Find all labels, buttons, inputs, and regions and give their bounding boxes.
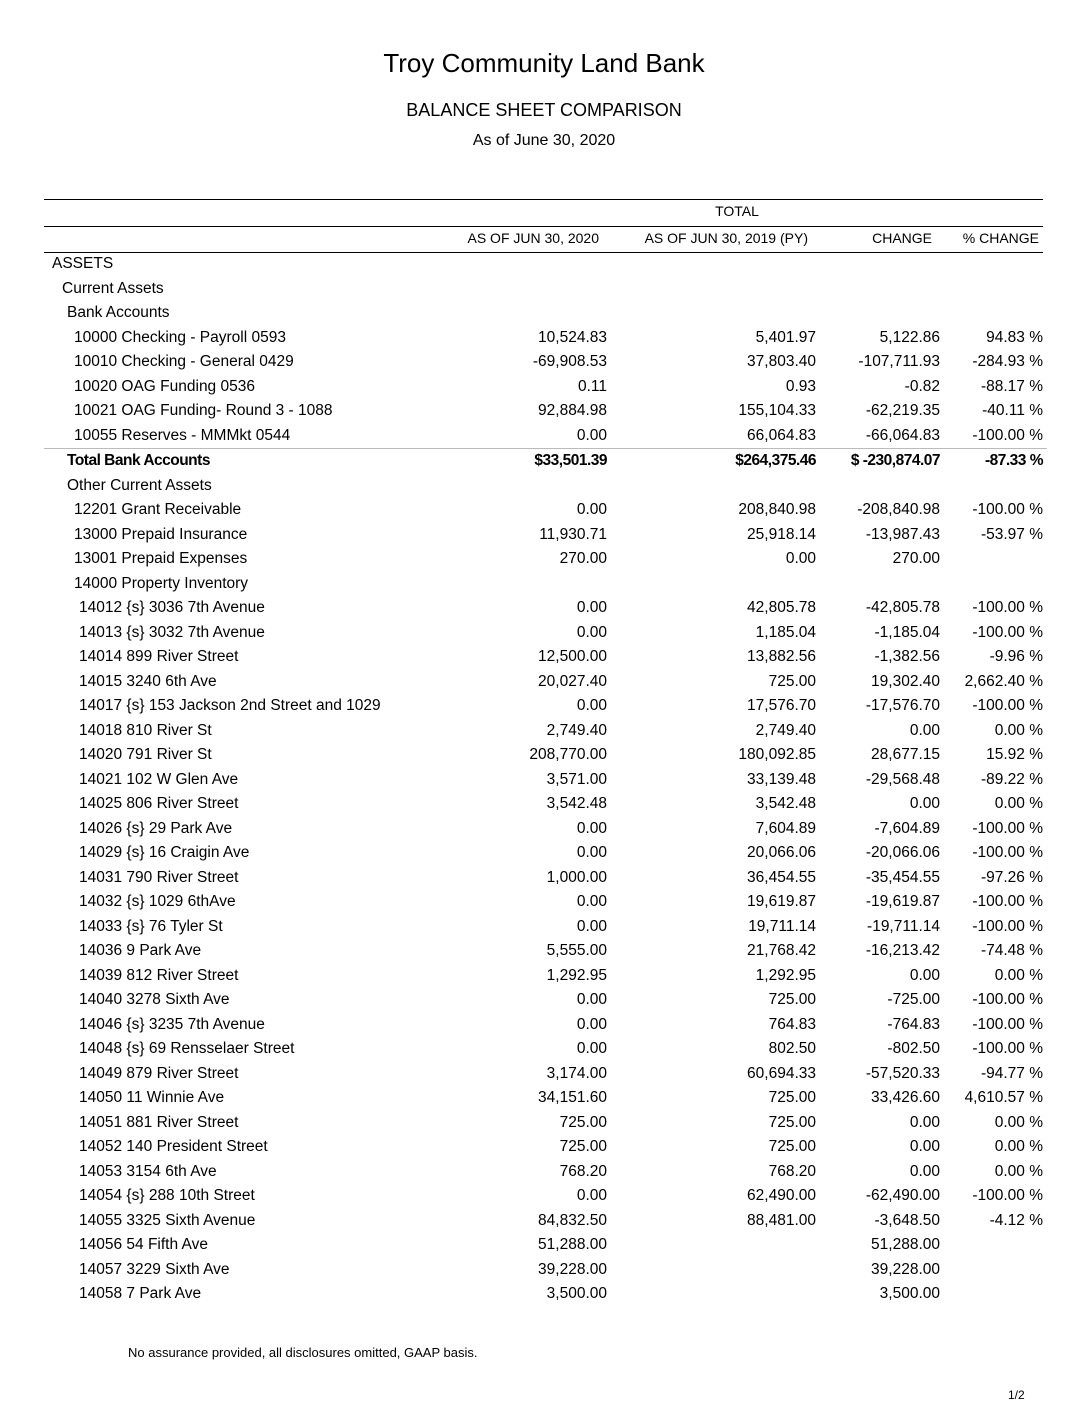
table-row: [44, 1258, 1047, 1283]
table-row: [44, 792, 1047, 817]
cell-current: [442, 252, 607, 277]
cell-change: 0.00: [909, 721, 940, 739]
cell-prior-year: 725.00: [768, 1089, 816, 1107]
cell-pct-change: -100.00 %: [972, 819, 1043, 837]
cell-change: 0.00: [909, 1162, 940, 1180]
cell-change: 5,122.86: [879, 328, 940, 346]
table-row: [44, 572, 1047, 597]
cell-current: 39,228.00: [538, 1260, 607, 1278]
cell-prior-year: 180,092.85: [738, 746, 816, 764]
cell-change: [816, 572, 940, 597]
cell-prior-year: 21,768.42: [747, 942, 816, 960]
cell-current: 0.00: [576, 819, 607, 837]
cell-change: -7,604.89: [874, 819, 940, 837]
cell-current: 20,027.40: [538, 672, 607, 690]
account-label: 14054 {s} 288 10th Street: [79, 1187, 255, 1205]
table-row: [44, 964, 1047, 989]
table-row: [44, 670, 1047, 695]
table-row: [44, 841, 1047, 866]
cell-change: -17,576.70: [865, 697, 940, 715]
cell-change: 39,228.00: [871, 1260, 940, 1278]
cell-pct-change: -100.00 %: [972, 623, 1043, 641]
header-mid-rule: [44, 226, 1043, 227]
cell-change: -725.00: [887, 991, 940, 1009]
cell-change: -57,520.33: [865, 1064, 940, 1082]
account-label: 14021 102 W Glen Ave: [79, 770, 239, 788]
cell-prior-year: 19,711.14: [748, 917, 816, 935]
footer-note: No assurance provided, all disclosures omitted, GAAP basis.: [128, 1345, 478, 1360]
cell-change: -1,185.04: [874, 623, 940, 641]
cell-change: 28,677.15: [871, 746, 940, 764]
account-label: Current Assets: [62, 279, 164, 297]
cell-current: 0.11: [577, 377, 607, 395]
table-row: [44, 988, 1047, 1013]
cell-change: -35,454.55: [865, 868, 940, 886]
table-row: [44, 424, 1047, 449]
cell-pct-change: 0.00 %: [994, 795, 1043, 813]
cell-pct-change: [940, 301, 1047, 326]
account-label: 14029 {s} 16 Craigin Ave: [79, 844, 250, 862]
cell-current: 1,292.95: [546, 966, 607, 984]
cell-prior-year: 764.83: [768, 1015, 816, 1033]
cell-change: -62,219.35: [865, 402, 940, 420]
cell-prior-year: 60,694.33: [747, 1064, 816, 1082]
cell-prior-year: 36,454.55: [747, 868, 816, 886]
account-label: 14049 879 River Street: [79, 1064, 239, 1082]
table-row: [44, 252, 1047, 277]
cell-prior-year: [607, 1282, 816, 1307]
cell-pct-change: 0.00 %: [994, 966, 1043, 984]
cell-current: 10,524.83: [538, 328, 607, 346]
table-row: [44, 743, 1047, 768]
cell-change: -29,568.48: [865, 770, 940, 788]
account-label: Other Current Assets: [67, 476, 212, 494]
cell-pct-change: -4.12 %: [989, 1211, 1043, 1229]
cell-change: -19,619.87: [865, 893, 940, 911]
page-number: 1/2: [1008, 1388, 1025, 1402]
cell-prior-year: 7,604.89: [755, 819, 816, 837]
cell-current: 725.00: [559, 1138, 607, 1156]
cell-pct-change: 0.00 %: [994, 1113, 1043, 1131]
cell-change: 19,302.40: [871, 672, 940, 690]
cell-current: [442, 301, 607, 326]
column-header-current: AS OF JUN 30, 2020: [467, 230, 599, 246]
table-row: [44, 326, 1047, 351]
cell-pct-change: -284.93 %: [972, 353, 1043, 371]
cell-pct-change: 15.92 %: [986, 746, 1043, 764]
cell-current: 5,555.00: [546, 942, 607, 960]
table-row: [44, 399, 1047, 424]
account-label: 10020 OAG Funding 0536: [74, 377, 255, 395]
account-label: 14057 3229 Sixth Ave: [79, 1260, 230, 1278]
cell-current: 51,288.00: [538, 1236, 607, 1254]
cell-prior-year: 725.00: [768, 672, 816, 690]
table-row: [44, 1086, 1047, 1111]
cell-prior-year: 208,840.98: [738, 501, 816, 519]
account-label: 14052 140 President Street: [79, 1138, 268, 1156]
cell-pct-change: -94.77 %: [980, 1064, 1043, 1082]
cell-current: 3,542.48: [546, 795, 607, 813]
account-label: 14036 9 Park Ave: [79, 942, 202, 960]
cell-pct-change: [940, 572, 1047, 597]
account-label: 10000 Checking - Payroll 0593: [74, 328, 286, 346]
cell-prior-year: 725.00: [768, 1138, 816, 1156]
account-label: ASSETS: [52, 255, 114, 273]
cell-pct-change: 2,662.40 %: [964, 672, 1043, 690]
table-row: [44, 350, 1047, 375]
cell-current: 0.00: [576, 1015, 607, 1033]
cell-current: 84,832.50: [538, 1211, 607, 1229]
cell-current: 208,770.00: [529, 746, 607, 764]
cell-current: 92,884.98: [538, 402, 607, 420]
table-row: [44, 498, 1047, 523]
column-header-change: CHANGE: [872, 230, 932, 246]
cell-change: -66,064.83: [865, 426, 940, 444]
report-title: BALANCE SHEET COMPARISON: [406, 100, 682, 120]
cell-pct-change: -100.00 %: [972, 1015, 1043, 1033]
table-row: [44, 645, 1047, 670]
cell-prior-year: 33,139.48: [747, 770, 816, 788]
cell-prior-year: 17,576.70: [747, 697, 816, 715]
cell-prior-year: [607, 474, 816, 499]
cell-change: 0.00: [909, 966, 940, 984]
cell-pct-change: 0.00 %: [994, 1162, 1043, 1180]
table-row: [44, 768, 1047, 793]
account-label: 14058 7 Park Ave: [79, 1285, 202, 1303]
cell-current: 0.00: [576, 917, 607, 935]
cell-current: 0.00: [576, 599, 607, 617]
cell-pct-change: [940, 1233, 1047, 1258]
cell-change: -62,490.00: [865, 1187, 940, 1205]
cell-pct-change: -100.00 %: [972, 697, 1043, 715]
cell-current: 768.20: [559, 1162, 607, 1180]
table-row: [44, 375, 1047, 400]
cell-current: 0.00: [576, 893, 607, 911]
account-label: 14050 11 Winnie Ave: [79, 1089, 225, 1107]
table-row: [44, 301, 1047, 326]
cell-pct-change: 4,610.57 %: [964, 1089, 1043, 1107]
cell-change: -802.50: [887, 1040, 940, 1058]
cell-prior-year: 0.93: [785, 377, 816, 395]
balance-sheet-table: [44, 252, 1047, 1307]
cell-pct-change: [940, 474, 1047, 499]
cell-prior-year: 0.00: [785, 550, 816, 568]
cell-pct-change: [940, 252, 1047, 277]
cell-change: -764.83: [887, 1015, 940, 1033]
cell-current: 3,500.00: [546, 1285, 607, 1303]
cell-change: [816, 252, 940, 277]
account-label: 10010 Checking - General 0429: [74, 353, 294, 371]
cell-pct-change: -40.11 %: [982, 402, 1043, 420]
balance-sheet-rows: [44, 252, 1047, 1307]
cell-change: [816, 301, 940, 326]
cell-pct-change: -97.26 %: [980, 868, 1043, 886]
report-date: As of June 30, 2020: [472, 132, 616, 149]
cell-change: $ -230,874.07: [816, 449, 940, 474]
cell-current: 0.00: [576, 501, 607, 519]
column-group-total: TOTAL: [715, 203, 759, 219]
cell-change: 51,288.00: [871, 1236, 940, 1254]
cell-pct-change: -74.48 %: [980, 942, 1043, 960]
cell-prior-year: 25,918.14: [747, 525, 816, 543]
cell-prior-year: [607, 252, 816, 277]
cell-current: 0.00: [576, 844, 607, 862]
cell-change: -20,066.06: [865, 844, 940, 862]
cell-current: [442, 572, 607, 597]
account-label: 10021 OAG Funding- Round 3 - 1088: [74, 402, 333, 420]
total-row: [44, 449, 1047, 474]
cell-pct-change: 0.00 %: [994, 721, 1043, 739]
account-label: 14039 812 River Street: [79, 966, 239, 984]
cell-pct-change: -100.00 %: [972, 501, 1043, 519]
cell-prior-year: 768.20: [768, 1162, 816, 1180]
account-label: 12201 Grant Receivable: [74, 501, 242, 519]
table-row: [44, 719, 1047, 744]
cell-change: 3,500.00: [879, 1285, 940, 1303]
account-label: 14046 {s} 3235 7th Avenue: [79, 1015, 265, 1033]
cell-current: 0.00: [576, 1040, 607, 1058]
cell-current: [442, 277, 607, 302]
cell-change: -208,840.98: [857, 501, 940, 519]
cell-pct-change: [940, 1258, 1047, 1283]
table-row: [44, 1184, 1047, 1209]
cell-prior-year: 3,542.48: [755, 795, 816, 813]
cell-change: 33,426.60: [871, 1089, 940, 1107]
cell-pct-change: -89.22 %: [980, 770, 1043, 788]
account-label: 14040 3278 Sixth Ave: [79, 991, 230, 1009]
cell-prior-year: 802.50: [768, 1040, 816, 1058]
account-label: 14014 899 River Street: [79, 648, 239, 666]
cell-prior-year: [607, 1258, 816, 1283]
cell-prior-year: 2,749.40: [755, 721, 816, 739]
cell-change: -0.82: [904, 377, 940, 395]
cell-pct-change: -100.00 %: [972, 1187, 1043, 1205]
cell-pct-change: -100.00 %: [972, 991, 1043, 1009]
account-label: 13000 Prepaid Insurance: [74, 525, 248, 543]
cell-prior-year: 1,292.95: [755, 966, 816, 984]
cell-current: 0.00: [576, 697, 607, 715]
table-row: [44, 277, 1047, 302]
cell-change: [816, 277, 940, 302]
table-row: [44, 1135, 1047, 1160]
account-label: 14048 {s} 69 Rensselaer Street: [79, 1040, 295, 1058]
table-row: [44, 1160, 1047, 1185]
table-row: [44, 547, 1047, 572]
column-header-prior-year: AS OF JUN 30, 2019 (PY): [644, 230, 808, 246]
cell-pct-change: [940, 277, 1047, 302]
account-label: 14031 790 River Street: [79, 868, 239, 886]
cell-current: [442, 474, 607, 499]
cell-prior-year: 19,619.87: [747, 893, 816, 911]
cell-prior-year: 155,104.33: [738, 402, 816, 420]
account-label: 14051 881 River Street: [79, 1113, 239, 1131]
table-row: [44, 1209, 1047, 1234]
cell-pct-change: -87.33 %: [940, 449, 1047, 474]
cell-prior-year: 37,803.40: [747, 353, 816, 371]
cell-pct-change: -53.97 %: [980, 525, 1043, 543]
cell-current: -69,908.53: [532, 353, 607, 371]
cell-pct-change: -100.00 %: [972, 426, 1043, 444]
cell-prior-year: 725.00: [768, 1113, 816, 1131]
account-label: 14056 54 Fifth Ave: [79, 1236, 208, 1254]
cell-change: 0.00: [909, 1113, 940, 1131]
cell-pct-change: -100.00 %: [972, 893, 1043, 911]
cell-pct-change: -100.00 %: [972, 844, 1043, 862]
cell-prior-year: [607, 277, 816, 302]
table-row: [44, 596, 1047, 621]
cell-current: 1,000.00: [546, 868, 607, 886]
cell-pct-change: [940, 547, 1047, 572]
table-row: [44, 523, 1047, 548]
cell-pct-change: 94.83 %: [986, 328, 1043, 346]
table-row: [44, 1037, 1047, 1062]
cell-prior-year: 5,401.97: [755, 328, 816, 346]
cell-current: 2,749.40: [546, 721, 607, 739]
table-row: [44, 1013, 1047, 1038]
cell-change: -107,711.93: [858, 353, 940, 371]
cell-pct-change: -100.00 %: [972, 917, 1043, 935]
cell-prior-year: 725.00: [768, 991, 816, 1009]
cell-change: -42,805.78: [865, 599, 940, 617]
table-row: [44, 866, 1047, 891]
cell-current: 270.00: [559, 550, 607, 568]
cell-prior-year: [607, 1233, 816, 1258]
account-label: 10055 Reserves - MMMkt 0544: [74, 426, 291, 444]
cell-prior-year: [607, 572, 816, 597]
account-label: 13001 Prepaid Expenses: [74, 550, 248, 568]
table-row: [44, 1282, 1047, 1307]
account-label: 14015 3240 6th Ave: [79, 672, 217, 690]
table-row: [44, 939, 1047, 964]
account-label: Bank Accounts: [67, 304, 170, 322]
account-label: 14020 791 River St: [79, 746, 212, 764]
account-label: 14000 Property Inventory: [74, 574, 249, 592]
cell-current: $33,501.39: [442, 449, 607, 474]
company-name: Troy Community Land Bank: [383, 48, 705, 78]
table-row: [44, 694, 1047, 719]
cell-current: 725.00: [559, 1113, 607, 1131]
cell-prior-year: [607, 301, 816, 326]
cell-prior-year: 62,490.00: [747, 1187, 816, 1205]
cell-change: -16,213.42: [865, 942, 940, 960]
cell-prior-year: 13,882.56: [747, 648, 816, 666]
cell-change: -1,382.56: [874, 648, 940, 666]
table-row: [44, 474, 1047, 499]
account-label: 14033 {s} 76 Tyler St: [79, 917, 223, 935]
cell-prior-year: 20,066.06: [747, 844, 816, 862]
table-row: [44, 1062, 1047, 1087]
cell-change: -13,987.43: [865, 525, 940, 543]
cell-pct-change: -88.17 %: [980, 377, 1043, 395]
cell-change: 0.00: [909, 1138, 940, 1156]
account-label: 14055 3325 Sixth Avenue: [79, 1211, 256, 1229]
cell-pct-change: -100.00 %: [972, 1040, 1043, 1058]
cell-current: 3,571.00: [546, 770, 607, 788]
cell-prior-year: $264,375.46: [607, 449, 816, 474]
account-label: 14018 810 River St: [79, 721, 212, 739]
cell-current: 3,174.00: [546, 1064, 607, 1082]
cell-current: 0.00: [576, 623, 607, 641]
cell-prior-year: 66,064.83: [747, 426, 816, 444]
table-row: [44, 1111, 1047, 1136]
account-label: 14025 806 River Street: [79, 795, 239, 813]
cell-prior-year: 1,185.04: [755, 623, 816, 641]
cell-current: 11,930.71: [539, 525, 607, 543]
cell-pct-change: [940, 1282, 1047, 1307]
account-label: 14053 3154 6th Ave: [79, 1162, 217, 1180]
cell-change: [816, 474, 940, 499]
cell-pct-change: -9.96 %: [989, 648, 1043, 666]
cell-current: 0.00: [576, 991, 607, 1009]
account-label: 14017 {s} 153 Jackson 2nd Street and 1029: [79, 697, 381, 715]
cell-change: 0.00: [909, 795, 940, 813]
cell-pct-change: 0.00 %: [994, 1138, 1043, 1156]
account-label: 14012 {s} 3036 7th Avenue: [79, 599, 265, 617]
table-row: [44, 621, 1047, 646]
cell-current: 34,151.60: [538, 1089, 607, 1107]
cell-current: 12,500.00: [538, 648, 607, 666]
cell-change: 270.00: [892, 550, 940, 568]
account-label: 14013 {s} 3032 7th Avenue: [79, 623, 265, 641]
cell-prior-year: 42,805.78: [747, 599, 816, 617]
cell-prior-year: 88,481.00: [747, 1211, 816, 1229]
cell-current: 0.00: [576, 426, 607, 444]
table-row: [44, 890, 1047, 915]
cell-current: 0.00: [576, 1187, 607, 1205]
account-label: 14026 {s} 29 Park Ave: [79, 819, 233, 837]
account-label: Total Bank Accounts: [44, 449, 442, 474]
table-row: [44, 1233, 1047, 1258]
column-header-pct-change: % CHANGE: [962, 230, 1039, 246]
cell-change: -19,711.14: [867, 917, 940, 935]
table-row: [44, 817, 1047, 842]
header-top-rule: [44, 199, 1043, 200]
cell-change: -3,648.50: [874, 1211, 940, 1229]
cell-pct-change: -100.00 %: [972, 599, 1043, 617]
table-row: [44, 915, 1047, 940]
account-label: 14032 {s} 1029 6thAve: [79, 893, 236, 911]
